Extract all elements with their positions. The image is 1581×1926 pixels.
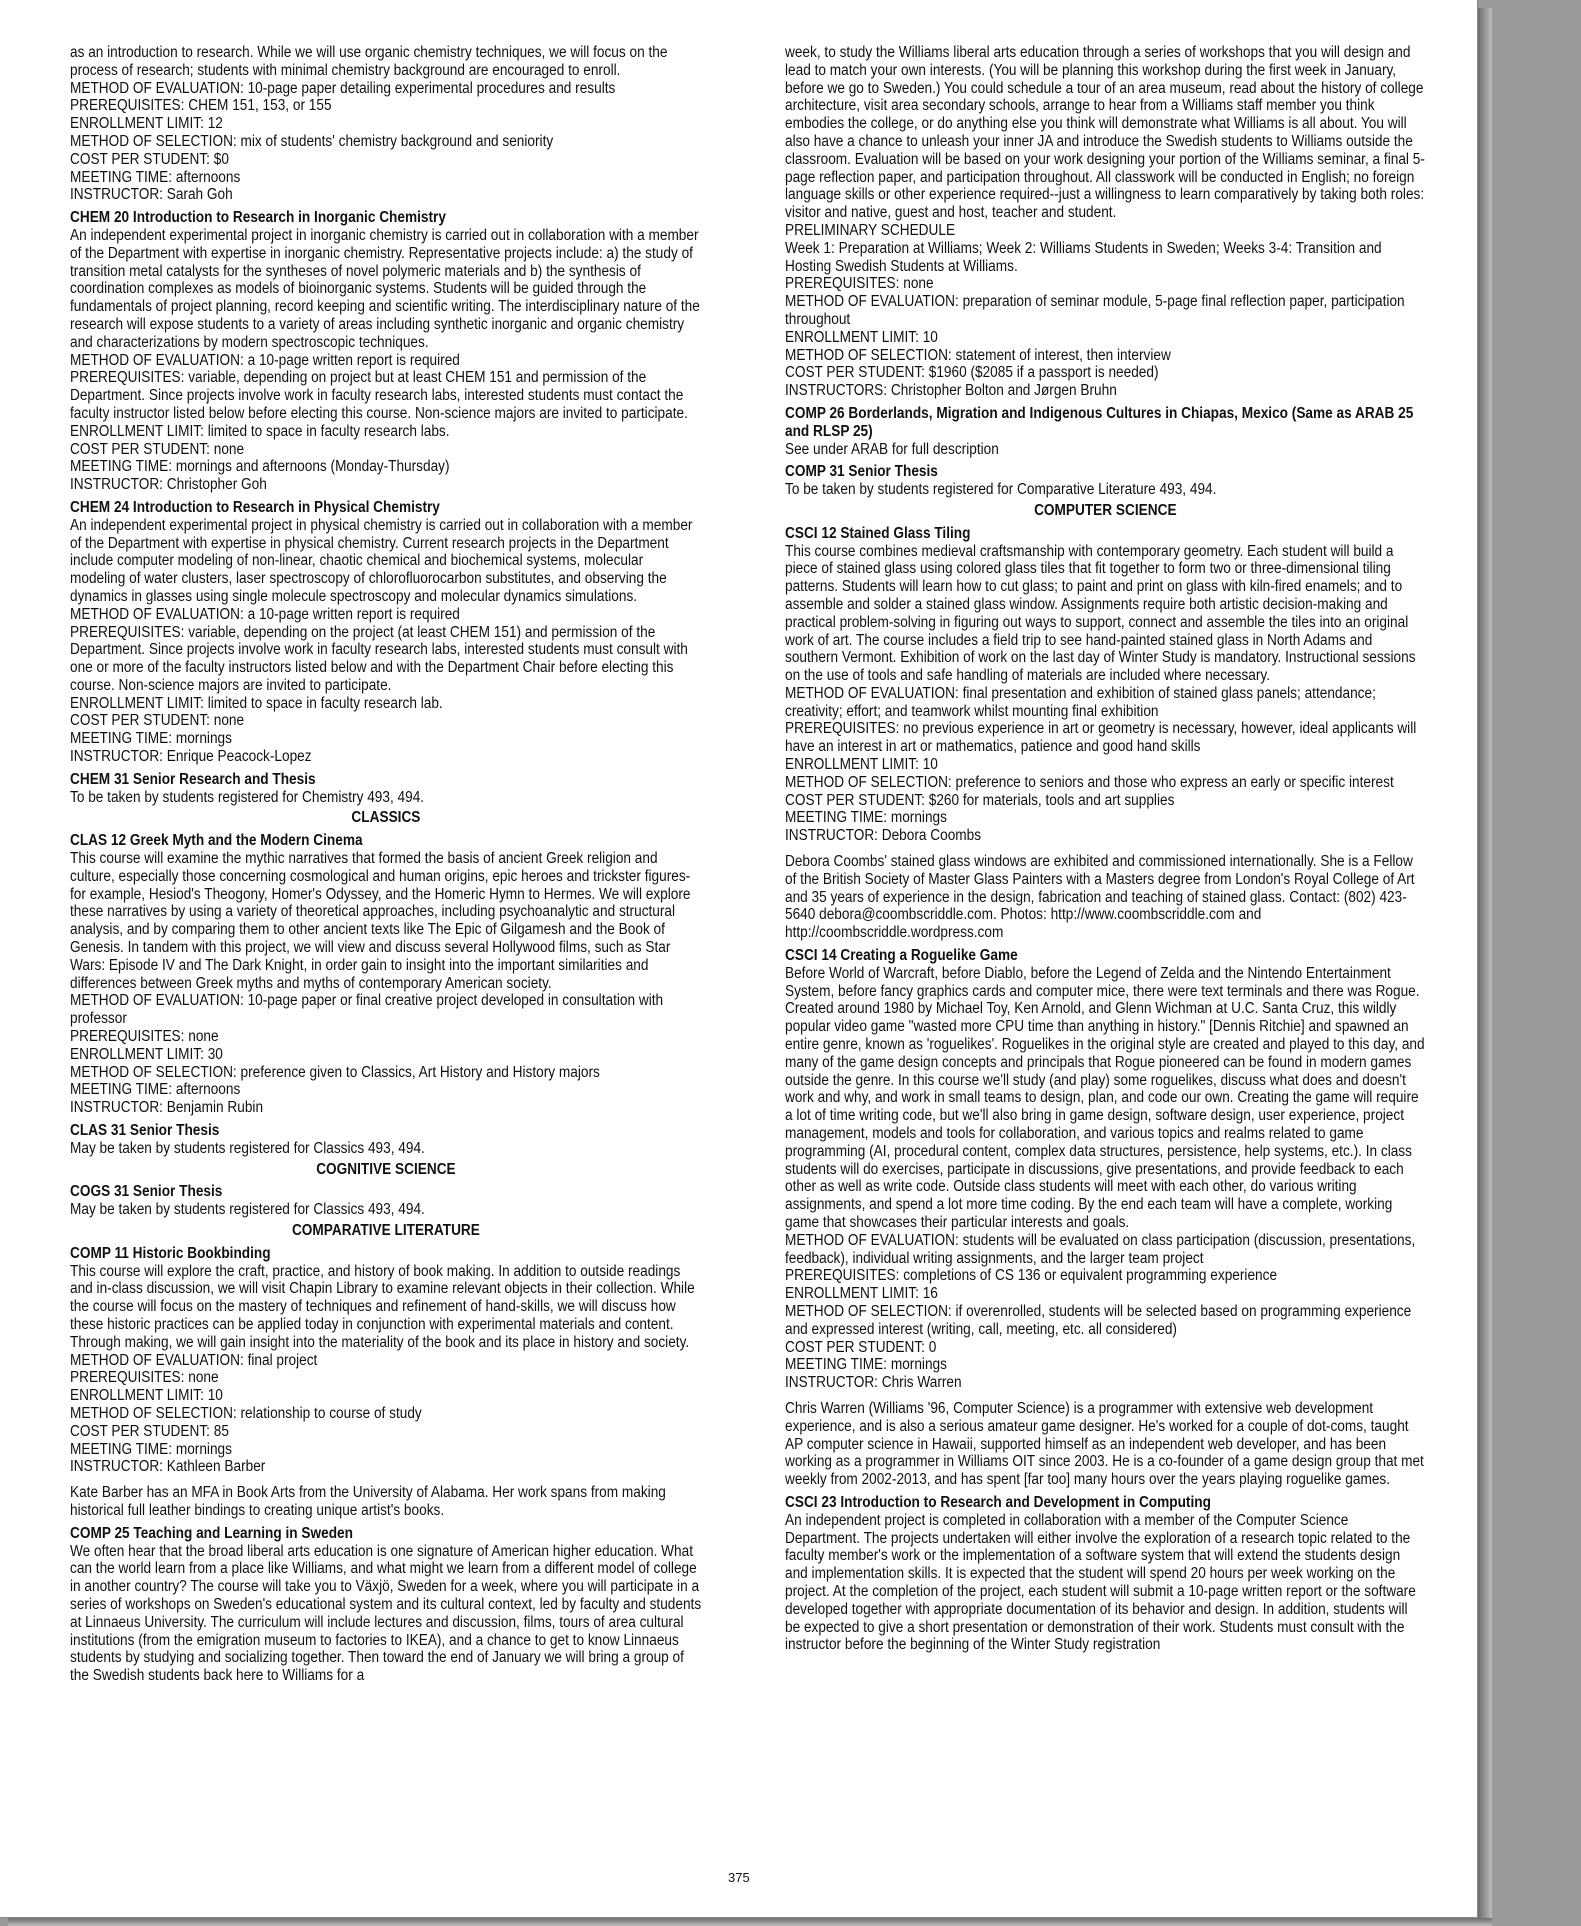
course-title: COMP 11 Historic Bookbinding <box>70 1244 271 1262</box>
course-text: ENROLLMENT LIMIT: 30 <box>70 1045 223 1063</box>
course-text: week, to study the Williams liberal arts education through a series of workshops that you will design and lead to match your own interests. (You will be planning this workshop during the first week in January, before we go to Sweden.) You could schedule a tour of an area museum, read about the history of college architecture, visit area secondary schools, arrange to hear from a Williams staff member you think embodies the college, or do anything else you think will demonstrate what Williams is all about. You will also have a chance to unleash your inner JA and introduce the Swedish students to Williams outside the classroom. Evaluation will be based on your work designing your portion of the Williams seminar, a final 5-page reflection paper, and participation throughout. All classwork will be conducted in English; no foreign language skills or other experience required--just a willingness to learn comparatively by taking both roles: visitor and native, guest and host, teacher and student. <box>785 44 1425 222</box>
course-text: See under ARAB for full description <box>785 440 999 458</box>
course-text: This course will explore the craft, practice, and history of book making. In addition to outside readings and in-class discussion, we will visit Chapin Library to examine relevant objects in their collection. While the course will focus on the mastery of techniques and refinement of hand-skills, we will discuss how these historic practices can be applied today in conjunction with experimental materials and content. Through making, we will gain insight into the materiality of the book and its place in history and society. <box>70 1262 695 1351</box>
course-text: MEETING TIME: mornings and afternoons (Monday-Thursday) <box>70 458 450 476</box>
page-shadow-right <box>1478 8 1492 1926</box>
course-text: May be taken by students registered for Classics 493, 494. <box>70 1201 425 1219</box>
course-text: This course will examine the mythic narratives that formed the basis of ancient Greek religion and culture, especially those concerning cosmological and human origins, epic heroes and trickster figures-for example, Hesiod's Theogony, Homer's Odyssey, and the Homeric Hymn to Hermes. We will explore these narratives by using a variety of theoretical approaches, including psychoanalytic and structural analysis, and by comparing them to other ancient texts like The Epic of Gilgamesh and the Book of Genesis. In tandem with this project, we will view and discuss several Hollywood films, such as Star Wars: Episode IV and The Dark Knight, in order gain to insight into the important similarities and differences between Greek myths and myths of contemporary American society. <box>70 850 691 992</box>
course-text: PREREQUISITES: variable, depending on the project (at least CHEM 151) and permission of the Department. Since projects involve work in faculty research labs, interested students must consult with one or more of the faculty instructors listed below and with the Department Chair before electing this course. Non-science majors are invited to participate. <box>70 623 688 694</box>
course-text: METHOD OF SELECTION: statement of interest, then interview <box>785 346 1171 364</box>
course-text: METHOD OF SELECTION: if overenrolled, students will be selected based on programming experience and expressed interest (writing, call, meeting, etc. all considered) <box>785 1302 1412 1338</box>
instructor-bio: Chris Warren (Williams '96, Computer Science) is a programmer with extensive web development experience, and is also a serious amateur game designer. He's worked for a couple of dot-coms, taught AP computer science in Hawaii, supported himself as an independent web developer, and has been working as a programmer in Williams OIT since 2003. He is a co-founder of a game design group that met weekly from 2002-2013, and has spent [far too] many hours over the years playing roguelike games. <box>785 1399 1424 1489</box>
course-text: PREREQUISITES: completions of CS 136 or equivalent programming experience <box>785 1267 1278 1285</box>
course-title: CHEM 24 Introduction to Research in Physical Chemistry <box>70 498 440 516</box>
course-text: PRELIMINARY SCHEDULE <box>785 221 956 239</box>
course-title: COMP 26 Borderlands, Migration and Indigenous Cultures in Chiapas, Mexico (Same as ARAB 25 and RLSP 25) <box>785 404 1414 440</box>
course-title: CHEM 20 Introduction to Research in Inorganic Chemistry <box>70 209 446 227</box>
course-text: METHOD OF EVALUATION: final presentation and exhibition of stained glass panels; attendance; creativity; effort; and teamwork whilst mounting final exhibition <box>785 684 1376 720</box>
course-title: CSCI 23 Introduction to Research and Development in Computing <box>785 1493 1211 1511</box>
course-text: PREREQUISITES: CHEM 151, 153, or 155 <box>70 97 332 115</box>
course-text: ENROLLMENT LIMIT: 12 <box>70 115 223 133</box>
course-title: CSCI 14 Creating a Roguelike Game <box>785 947 1018 965</box>
left-column <box>70 44 702 1685</box>
course-text: MEETING TIME: mornings <box>785 1356 947 1374</box>
course-text: To be taken by students registered for Chemistry 493, 494. <box>70 788 425 806</box>
course-text: METHOD OF EVALUATION: 10-page paper detailing experimental procedures and results <box>70 79 616 97</box>
course-text: May be taken by students registered for Classics 493, 494. <box>70 1139 425 1157</box>
course-text: Week 1: Preparation at Williams; Week 2: Williams Students in Sweden; Weeks 3-4: Transition and Hosting Swedish Students at Williams. <box>785 239 1382 275</box>
course-text: METHOD OF SELECTION: preference to seniors and those who express an early or specific interest <box>785 773 1394 791</box>
course-text: METHOD OF SELECTION: relationship to course of study <box>70 1404 422 1422</box>
course-text: PREREQUISITES: variable, depending on project but at least CHEM 151 and permission of the Department. Since projects involve work in faculty research labs, interested students must contact the faculty instructor listed below before electing this course. Non-science majors are invited to participate. <box>70 369 688 422</box>
instructor-bio: Kate Barber has an MFA in Book Arts from the University of Alabama. Her work spans from making historical full leather bindings to creating unique artist's books. <box>70 1484 666 1519</box>
course-text: METHOD OF EVALUATION: 10-page paper or final creative project developed in consultation with professor <box>70 992 664 1028</box>
course-text: PREREQUISITES: none <box>785 275 934 293</box>
course-text: METHOD OF SELECTION: mix of students' chemistry background and seniority <box>70 132 554 150</box>
course-text: INSTRUCTOR: Enrique Peacock-Lopez <box>70 748 312 766</box>
course-text: ENROLLMENT LIMIT: limited to space in faculty research lab. <box>70 694 443 712</box>
right-column <box>785 44 1426 1654</box>
course-text: COST PER STUDENT: 0 <box>785 1338 937 1356</box>
course-text: MEETING TIME: afternoons <box>70 168 241 186</box>
course-text: ENROLLMENT LIMIT: 10 <box>785 328 938 346</box>
department-heading: COGNITIVE SCIENCE <box>316 1160 456 1178</box>
course-text: MEETING TIME: mornings <box>70 1440 232 1458</box>
course-title: COMP 25 Teaching and Learning in Sweden <box>70 1524 353 1542</box>
course-title: CSCI 12 Stained Glass Tiling <box>785 524 971 542</box>
course-text: PREREQUISITES: no previous experience in art or geometry is necessary, however, ideal applicants will have an interest in art or mathematics, patience and good hand skills <box>785 720 1417 756</box>
course-text: This course combines medieval craftsmanship with contemporary geometry. Each student will build a piece of stained glass using colored glass tiles that fit together to form two or three-dimensional tiling patterns. Students will learn how to cut glass; to paint and print on glass with kiln-fired enamels; and to assemble and solder a stained glass window. Assignments require both artistic decision-making and practical problem-solving in figuring out ways to support, connect and assemble the tiles into an original work of art. The course includes a field trip to see hand-painted stained glass in North Adams and southern Vermont. Exhibition of work on the last day of Winter Study is mandatory. Instructional sessions on the use of tools and safe handling of materials are included where necessary. <box>785 542 1416 685</box>
course-text: ENROLLMENT LIMIT: limited to space in faculty research labs. <box>70 422 450 440</box>
course-text: COST PER STUDENT: $1960 ($2085 if a passport is needed) <box>785 364 1159 382</box>
course-title: COMP 31 Senior Thesis <box>785 463 938 481</box>
course-text: An independent project is completed in collaboration with a member of the Computer Science Department. The projects undertaken will either involve the exploration of a research topic related to the faculty member's work or the implementation of a software system that will extend the students design and implementation skills. It is expected that the student will spend 20 hours per week working on the project. At the completion of the project, each student will submit a 10-page written report or the software developed together with appropriate documentation of its behavior and design. In addition, students will be expected to give a short presentation or demonstration of their work. Students must consult with the instructor before the beginning of the Winter Study registration <box>785 1511 1416 1654</box>
course-text: MEETING TIME: afternoons <box>70 1081 241 1099</box>
course-text: METHOD OF EVALUATION: preparation of seminar module, 5-page final reflection paper, participation throughout <box>785 293 1405 328</box>
course-text: An independent experimental project in inorganic chemistry is carried out in collaboration with a member of the Department with expertise in inorganic chemistry. Representative projects include: a) the study of transition metal catalysts for the syntheses of novel polymeric materials and b) the synthesis of coordination complexes as models of bioinorganic systems. Students will be guided through the fundamentals of project planning, record keeping and scientific writing. The interdisciplinary nature of the research will expose students to a variety of areas including synthetic inorganic and organic chemistry and characterizations by modern spectroscopic techniques. <box>70 226 700 351</box>
course-text: INSTRUCTOR: Debora Coombs <box>785 827 982 845</box>
course-text: COST PER STUDENT: none <box>70 712 245 730</box>
course-text: INSTRUCTOR: Kathleen Barber <box>70 1458 266 1476</box>
course-title: CHEM 31 Senior Research and Thesis <box>70 770 316 788</box>
course-text: METHOD OF EVALUATION: a 10-page written report is required <box>70 351 460 369</box>
course-text: PREREQUISITES: none <box>70 1028 219 1046</box>
department-heading: COMPARATIVE LITERATURE <box>291 1222 480 1239</box>
course-title: CLAS 31 Senior Thesis <box>70 1122 220 1140</box>
course-text: INSTRUCTOR: Christopher Goh <box>70 476 267 494</box>
course-text: METHOD OF SELECTION: preference given to Classics, Art History and History majors <box>70 1063 600 1081</box>
course-title: CLAS 12 Greek Myth and the Modern Cinema <box>70 832 363 850</box>
course-title: COGS 31 Senior Thesis <box>70 1183 223 1201</box>
course-text: ENROLLMENT LIMIT: 10 <box>785 756 938 774</box>
course-text: INSTRUCTOR: Sarah Goh <box>70 186 233 204</box>
course-text: METHOD OF EVALUATION: final project <box>70 1351 318 1369</box>
course-text: MEETING TIME: mornings <box>785 809 947 827</box>
course-text: METHOD OF EVALUATION: students will be evaluated on class participation (discussion, presentations, feedback), individual writing assignments, and the larger team project <box>785 1231 1416 1267</box>
department-heading: COMPUTER SCIENCE <box>1034 501 1177 519</box>
course-text: PREREQUISITES: none <box>70 1369 219 1387</box>
course-text: COST PER STUDENT: $260 for materials, tools and art supplies <box>785 791 1175 809</box>
course-text: An independent experimental project in physical chemistry is carried out in collaboration with a member of the Department with expertise in physical chemistry. Current research projects in the Department include computer modeling of non-linear, chaotic chemical and biochemical systems, molecular modeling of water clusters, laser spectroscopy of chlorofluorocarbon substitutes, and observing the dynamics in glasses using single molecule spectroscopy and molecular dynamics simulations. <box>70 516 693 605</box>
course-text: as an introduction to research. While we will use organic chemistry techniques, we will focus on the process of research; students with minimal chemistry background are encouraged to enroll. <box>70 44 668 79</box>
course-text: COST PER STUDENT: $0 <box>70 150 229 168</box>
department-heading: CLASSICS <box>351 809 421 827</box>
instructor-bio: Debora Coombs' stained glass windows are exhibited and commissioned internationally. She is a Fellow of the British Society of Master Glass Painters with a Masters degree from London's Royal College of Art and 35 years of experience in the design, fabrication and teaching of stained glass. Contact: (802) 423-5640 debora@coombscriddle.com. Photos: http://www.coombscriddle.com and http://coombscriddle.wordpress.com <box>785 853 1415 942</box>
course-text: INSTRUCTORS: Christopher Bolton and Jørgen Bruhn <box>785 382 1117 400</box>
course-text: INSTRUCTOR: Chris Warren <box>785 1374 962 1392</box>
course-text: METHOD OF EVALUATION: a 10-page written report is required <box>70 605 460 623</box>
page-shadow-bottom <box>8 1918 1492 1926</box>
course-text: COST PER STUDENT: none <box>70 440 245 458</box>
course-text: To be taken by students registered for Comparative Literature 493, 494. <box>785 481 1217 499</box>
course-text: We often hear that the broad liberal arts education is one signature of American higher education. What can the world learn from a place like Williams, and what might we learn from a different model of college in another country? The course will take you to Växjö, Sweden for a week, where you will participate in a series of workshops on Sweden's educational system and its cultural context, led by faculty and students at Linnaeus University. The curriculum will include lectures and discussion, films, tours of area cultural institutions (from the emigration museum to factories to IKEA), and a chance to get to know Linnaeus students by studying and socializing together. Then toward the end of January we will bring a group of the Swedish students back here to Williams for a <box>70 1542 702 1685</box>
course-text: INSTRUCTOR: Benjamin Rubin <box>70 1099 264 1117</box>
page-number: 375 <box>728 1870 750 1885</box>
course-text: COST PER STUDENT: 85 <box>70 1422 229 1440</box>
course-text: ENROLLMENT LIMIT: 16 <box>785 1285 938 1303</box>
course-text: ENROLLMENT LIMIT: 10 <box>70 1387 223 1405</box>
course-text: Before World of Warcraft, before Diablo, before the Legend of Zelda and the Nintendo Entertainment System, before fancy graphics cards and computer mice, there were text terminals and there was Rogue. Created around 1980 by Michael Toy, Ken Arnold, and Glenn Wichman at U.C. Santa Cruz, this wildly popular video game "wasted more CPU time than anything in history." [Dennis Ritchie] and spawned an entire genre, known as 'roguelikes'. Roguelikes in the original style are created and played to this day, and many of the game design concepts and principals that Rogue pioneered can be found in modern games outside the genre. In this course we'll study (and play) some roguelikes, discuss what does and doesn't work and why, and work in small teams to design, plan, and code our own. Creating the game will require a lot of time writing code, but we'll also bring in game design, software design, user experience, project management, models and tools for collaboration, and various topics and realms related to game programming (AI, procedural content, complex data structures, persistence, help systems, etc.). In class students will do exercises, participate in discussions, give presentations, and provide feedback to each other as well as write code. Outside class students will meet with each other, do various writing assignments, and spend a lot more time coding. By the end each team will have a complete, working game that showcases their particular interests and goals. <box>785 964 1425 1231</box>
course-text: MEETING TIME: mornings <box>70 730 232 748</box>
